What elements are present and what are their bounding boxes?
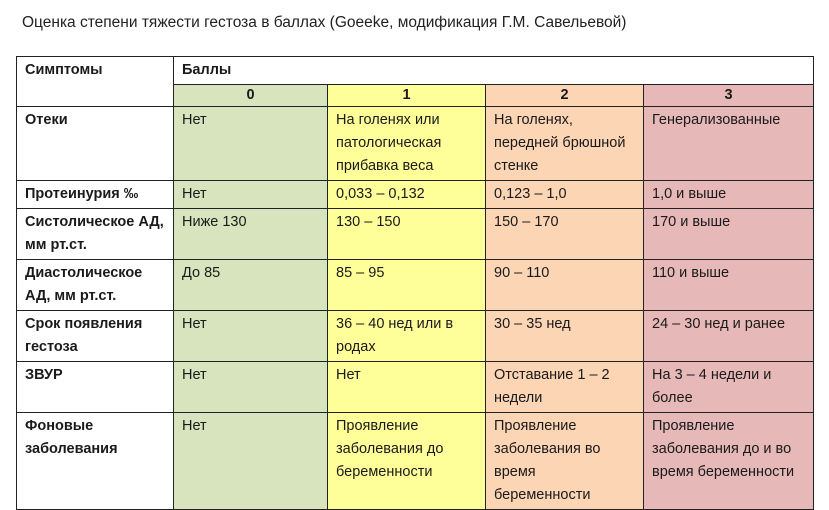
score-0-cell: Нет xyxy=(174,413,328,510)
score-0-cell: Нет xyxy=(174,107,328,181)
score-2-header: 2 xyxy=(486,85,644,107)
score-2-cell: Отставание 1 – 2 недели xyxy=(486,362,644,413)
score-2-cell: 30 – 35 нед xyxy=(486,311,644,362)
score-1-cell: Нет xyxy=(328,362,486,413)
score-1-cell: 130 – 150 xyxy=(328,209,486,260)
score-3-cell: 24 – 30 нед и ранее xyxy=(644,311,814,362)
symptom-cell: ЗВУР xyxy=(17,362,174,413)
score-3-cell: Генерализованные xyxy=(644,107,814,181)
score-3-cell: Проявление заболевания до и во время беременности xyxy=(644,413,814,510)
table-title: Оценка степени тяжести гестоза в баллах (Goeeke, модификация Г.М. Савельевой) xyxy=(22,14,627,31)
symptom-cell: Отеки xyxy=(17,107,174,181)
score-1-cell: 36 – 40 нед или в родах xyxy=(328,311,486,362)
table-row xyxy=(17,362,814,413)
score-2-cell: Проявление заболевания во время беременности xyxy=(486,413,644,510)
score-3-cell: 1,0 и выше xyxy=(644,181,814,209)
score-2-cell: 150 – 170 xyxy=(486,209,644,260)
score-0-cell: Нет xyxy=(174,181,328,209)
score-0-header: 0 xyxy=(174,85,328,107)
score-3-cell: 170 и выше xyxy=(644,209,814,260)
table-row xyxy=(17,209,814,260)
score-1-cell: 85 – 95 xyxy=(328,260,486,311)
symptom-cell: Систолическое АД, мм рт.ст. xyxy=(17,209,174,260)
symptom-cell: Диастолическое АД, мм рт.ст. xyxy=(17,260,174,311)
table-row xyxy=(17,107,814,181)
score-2-cell: На голенях, передней брюшной стенке xyxy=(486,107,644,181)
table-row xyxy=(17,413,814,510)
header-row xyxy=(17,57,814,85)
symptom-cell: Протеинурия ‰ xyxy=(17,181,174,209)
score-0-cell: Ниже 130 xyxy=(174,209,328,260)
score-2-cell: 0,123 – 1,0 xyxy=(486,181,644,209)
symptoms-header: Симптомы xyxy=(17,57,174,107)
score-1-header: 1 xyxy=(328,85,486,107)
score-3-header: 3 xyxy=(644,85,814,107)
score-0-cell: Нет xyxy=(174,362,328,413)
score-3-cell: На 3 – 4 недели и более xyxy=(644,362,814,413)
symptom-cell: Срок появления гестоза xyxy=(17,311,174,362)
gestosis-severity-table xyxy=(16,56,814,510)
symptom-cell: Фоновые заболевания xyxy=(17,413,174,510)
score-1-cell: 0,033 – 0,132 xyxy=(328,181,486,209)
score-0-cell: Нет xyxy=(174,311,328,362)
score-1-cell: Проявление заболевания до беременности xyxy=(328,413,486,510)
table-row xyxy=(17,181,814,209)
score-2-cell: 90 – 110 xyxy=(486,260,644,311)
score-0-cell: До 85 xyxy=(174,260,328,311)
score-3-cell: 110 и выше xyxy=(644,260,814,311)
table-row xyxy=(17,260,814,311)
scores-header: Баллы xyxy=(174,57,814,85)
table-row xyxy=(17,311,814,362)
score-1-cell: На голенях или патологическая прибавка веса xyxy=(328,107,486,181)
